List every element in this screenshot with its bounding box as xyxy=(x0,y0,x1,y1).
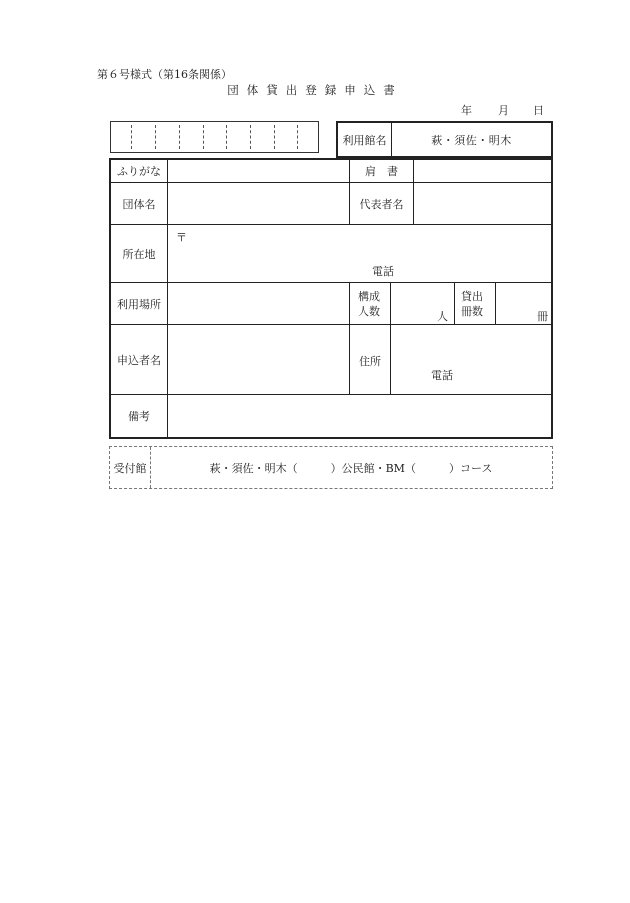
phone-label: 電話 xyxy=(372,265,394,278)
digit-divider xyxy=(155,125,156,149)
digit-divider xyxy=(250,125,251,149)
member-count-label-line2: 人数 xyxy=(358,305,380,318)
loan-count-unit: 冊 xyxy=(537,310,548,323)
loan-count-label xyxy=(461,289,483,319)
applicant-address-input[interactable] xyxy=(391,325,551,394)
library-options[interactable]: 萩・須佐・明木 xyxy=(431,133,512,147)
reception-box xyxy=(109,446,553,489)
address-label: 所在地 xyxy=(122,247,156,261)
form-title: 団体貸出登録申込書 xyxy=(227,83,403,97)
postal-mark: 〒 xyxy=(176,231,187,244)
address-input[interactable] xyxy=(168,225,551,282)
usage-place-label: 利用場所 xyxy=(117,297,161,311)
column-divider xyxy=(454,282,455,324)
applicant-name-input[interactable] xyxy=(168,325,349,394)
representative-input[interactable] xyxy=(414,183,551,224)
applicant-name-label: 申込者名 xyxy=(117,353,161,367)
digit-divider xyxy=(226,125,227,149)
loan-count-label-line2: 冊数 xyxy=(461,305,483,318)
applicant-phone-label: 電話 xyxy=(431,369,453,382)
group-name-label: 団体名 xyxy=(122,197,156,211)
title-input[interactable] xyxy=(414,160,551,182)
member-count-label xyxy=(358,289,380,319)
furigana-label: ふりがな xyxy=(117,165,161,178)
remarks-input[interactable] xyxy=(168,395,551,437)
column-divider xyxy=(349,324,350,394)
digit-divider xyxy=(131,125,132,149)
form-number-label: 第６号様式（第16条関係） xyxy=(97,68,232,81)
applicant-address-label: 住所 xyxy=(359,355,381,368)
member-count-label-line1: 構成 xyxy=(358,290,380,303)
date-month-label: 月 xyxy=(498,104,509,117)
digit-divider xyxy=(203,125,204,149)
digit-divider xyxy=(297,125,298,149)
column-divider xyxy=(349,282,350,324)
library-label: 利用館名 xyxy=(338,123,392,156)
digit-divider xyxy=(179,125,180,149)
digit-divider xyxy=(274,125,275,149)
remarks-label: 備考 xyxy=(128,410,150,423)
group-name-input[interactable] xyxy=(168,183,349,224)
member-count-unit: 人 xyxy=(437,310,448,323)
application-form-table xyxy=(109,158,553,439)
reception-label: 受付館 xyxy=(113,461,147,475)
furigana-input[interactable] xyxy=(168,160,349,182)
representative-label: 代表者名 xyxy=(359,197,404,211)
loan-count-label-line1: 貸出 xyxy=(461,290,483,303)
date-year-label: 年 xyxy=(461,104,472,117)
library-box xyxy=(336,121,553,158)
reception-options[interactable]: 萩・須佐・明木（ ）公民館・BM（ ）コース xyxy=(209,461,493,475)
title-label: 肩 書 xyxy=(365,165,398,178)
date-day-label: 日 xyxy=(533,104,544,117)
usage-place-input[interactable] xyxy=(168,283,349,324)
registration-number-field[interactable] xyxy=(110,121,319,153)
